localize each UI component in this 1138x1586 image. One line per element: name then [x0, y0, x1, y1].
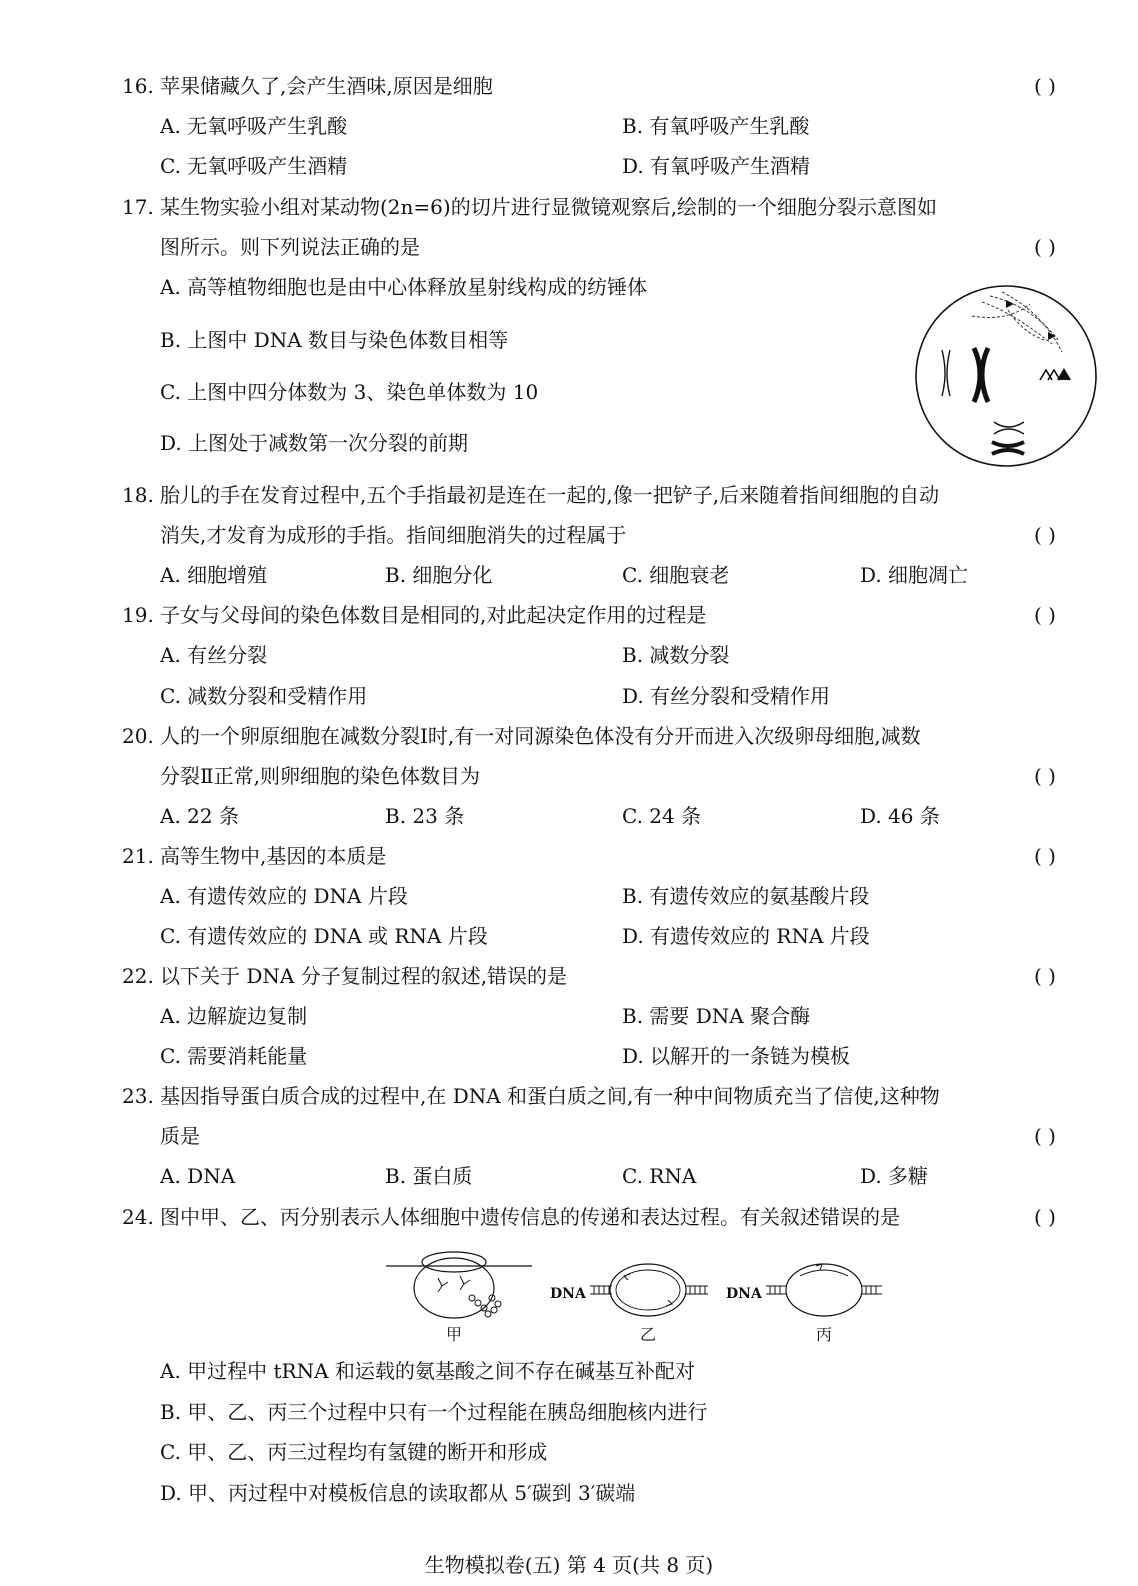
- option-a: A. 甲过程中 tRNA 和运载的氨基酸之间不存在碱基互补配对: [160, 1359, 695, 1383]
- question-stem-line-1: 人的一个卵原细胞在减数分裂Ⅰ时,有一对同源染色体没有分开而进入次级卵母细胞,减数: [160, 724, 921, 748]
- option-a: A. 无氧呼吸产生乳酸: [160, 114, 348, 138]
- transcription-translation-diagram: [380, 1248, 900, 1348]
- dna-label: DNA: [550, 1286, 586, 1302]
- question-stem-line-1: 胎儿的手在发育过程中,五个手指最初是连在一起的,像一把铲子,后来随着指间细胞的自动: [160, 483, 940, 507]
- question-number: 22.: [122, 964, 154, 988]
- dna-label: DNA: [726, 1286, 762, 1302]
- cell-division-diagram: [912, 282, 1100, 470]
- option-b: B. 细胞分化: [385, 563, 493, 587]
- question-number: 17.: [122, 195, 154, 219]
- option-a: A. 有丝分裂: [160, 643, 268, 667]
- question-number: 23.: [122, 1084, 154, 1108]
- question-number: 16.: [122, 74, 154, 98]
- option-d: D. 以解开的一条链为模板: [622, 1044, 851, 1068]
- question-number: 21.: [122, 844, 154, 868]
- option-a: A. 22 条: [160, 804, 239, 828]
- option-c: C. 无氧呼吸产生酒精: [160, 154, 348, 178]
- answer-parentheses: ( ): [1034, 235, 1056, 259]
- option-d: D. 细胞凋亡: [860, 563, 969, 587]
- option-a: A. 边解旋边复制: [160, 1004, 308, 1028]
- answer-parentheses: ( ): [1034, 1124, 1056, 1148]
- option-b: B. 需要 DNA 聚合酶: [622, 1004, 811, 1028]
- option-d: D. 多糖: [860, 1164, 929, 1188]
- answer-parentheses: ( ): [1034, 964, 1056, 988]
- option-d: D. 有氧呼吸产生酒精: [622, 154, 811, 178]
- question-stem-line-2: 质是: [160, 1124, 200, 1148]
- option-d: D. 上图处于减数第一次分裂的前期: [160, 431, 469, 455]
- question-stem: 子女与父母间的染色体数目是相同的,对此起决定作用的过程是: [160, 603, 707, 627]
- option-c: C. 24 条: [622, 804, 702, 828]
- option-c: C. RNA: [622, 1164, 697, 1188]
- answer-parentheses: ( ): [1034, 603, 1056, 627]
- option-c: C. 细胞衰老: [622, 563, 730, 587]
- transcription-figure-bing: [726, 1264, 882, 1344]
- answer-parentheses: ( ): [1034, 523, 1056, 547]
- question-stem-line-2: 图所示。则下列说法正确的是: [160, 235, 420, 259]
- option-c: C. 上图中四分体数为 3、染色单体数为 10: [160, 380, 539, 404]
- option-d: D. 有遗传效应的 RNA 片段: [622, 924, 870, 948]
- replication-figure-yi: [550, 1264, 708, 1344]
- option-c: C. 甲、乙、丙三过程均有氢键的断开和形成: [160, 1440, 548, 1464]
- answer-parentheses: ( ): [1034, 844, 1056, 868]
- question-number: 18.: [122, 483, 154, 507]
- option-a: A. DNA: [160, 1164, 236, 1188]
- question-stem-line-2: 消失,才发育为成形的手指。指间细胞消失的过程属于: [160, 523, 627, 547]
- question-number: 20.: [122, 724, 154, 748]
- option-c: C. 需要消耗能量: [160, 1044, 308, 1068]
- option-a: A. 有遗传效应的 DNA 片段: [160, 884, 408, 908]
- option-b: B. 有遗传效应的氨基酸片段: [622, 884, 870, 908]
- option-c: C. 有遗传效应的 DNA 或 RNA 片段: [160, 924, 488, 948]
- option-a: A. 高等植物细胞也是由中心体释放星射线构成的纺锤体: [160, 275, 648, 299]
- question-stem-line-1: 基因指导蛋白质合成的过程中,在 DNA 和蛋白质之间,有一种中间物质充当了信使,这种物: [160, 1084, 940, 1108]
- option-b: B. 有氧呼吸产生乳酸: [622, 114, 810, 138]
- question-stem: 苹果储藏久了,会产生酒味,原因是细胞: [160, 74, 493, 98]
- answer-parentheses: ( ): [1034, 1205, 1056, 1229]
- figure-label-yi: 乙: [640, 1325, 657, 1344]
- figure-label-bing: 丙: [816, 1325, 833, 1344]
- option-d: D. 有丝分裂和受精作用: [622, 684, 831, 708]
- question-number: 24.: [122, 1205, 154, 1229]
- question-stem: 高等生物中,基因的本质是: [160, 844, 387, 868]
- option-a: A. 细胞增殖: [160, 563, 268, 587]
- answer-parentheses: ( ): [1034, 74, 1056, 98]
- option-b: B. 蛋白质: [385, 1164, 473, 1188]
- question-stem-line-2: 分裂Ⅱ正常,则卵细胞的染色体数目为: [160, 764, 480, 788]
- option-b: B. 上图中 DNA 数目与染色体数目相等: [160, 328, 509, 352]
- option-b: B. 甲、乙、丙三个过程中只有一个过程能在胰岛细胞核内进行: [160, 1400, 708, 1424]
- option-d: D. 46 条: [860, 804, 940, 828]
- page-footer: 生物模拟卷(五) 第 4 页(共 8 页): [424, 1553, 714, 1577]
- option-b: B. 减数分裂: [622, 643, 730, 667]
- question-stem: 图中甲、乙、丙分别表示人体细胞中遗传信息的传递和表达过程。有关叙述错误的是: [160, 1205, 900, 1229]
- option-c: C. 减数分裂和受精作用: [160, 684, 368, 708]
- translation-figure-jia: [386, 1252, 532, 1344]
- option-d: D. 甲、丙过程中对模板信息的读取都从 5′碳到 3′碳端: [160, 1481, 636, 1505]
- answer-parentheses: ( ): [1034, 764, 1056, 788]
- question-stem-line-1: 某生物实验小组对某动物(2n=6)的切片进行显微镜观察后,绘制的一个细胞分裂示意图如: [160, 195, 938, 219]
- question-number: 19.: [122, 603, 154, 627]
- question-stem: 以下关于 DNA 分子复制过程的叙述,错误的是: [160, 964, 568, 988]
- figure-label-jia: 甲: [446, 1325, 463, 1344]
- option-b: B. 23 条: [385, 804, 465, 828]
